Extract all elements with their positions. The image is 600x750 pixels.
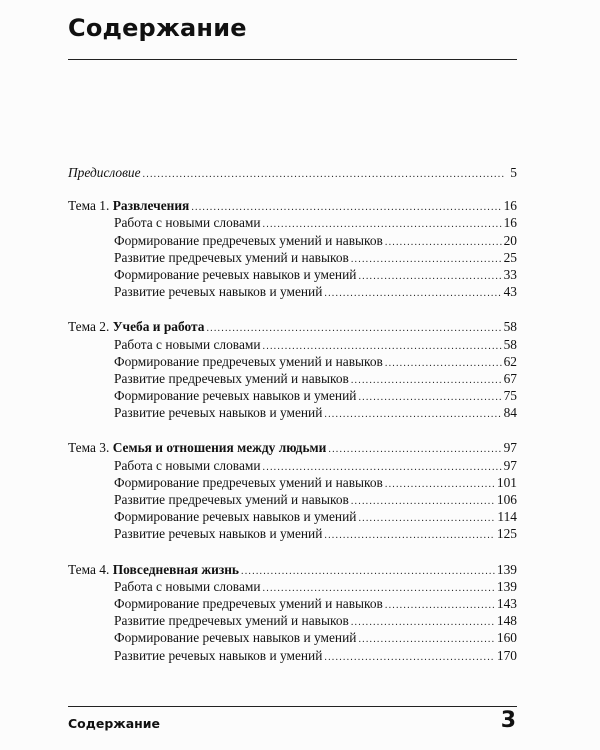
top-divider	[68, 59, 517, 60]
toc-subentry[interactable]	[68, 404, 517, 421]
toc-subentry[interactable]	[68, 629, 517, 646]
dot-leader	[328, 441, 501, 458]
toc-entry-label: Развитие речевых навыков и умений	[114, 405, 323, 421]
toc-entry-label: Формирование речевых навыков и умений	[114, 630, 357, 646]
topic-name: Развлечения	[112, 198, 190, 214]
toc-page-number: 143	[496, 595, 517, 611]
dot-leader	[358, 268, 501, 285]
dot-leader	[358, 389, 501, 406]
toc-entry-label: Развитие предречевых умений и навыков	[114, 249, 349, 265]
toc-page-number: 43	[503, 284, 517, 300]
dot-leader	[385, 234, 502, 251]
dot-leader	[324, 285, 501, 302]
toc-subentry[interactable]	[68, 283, 517, 300]
toc-page-number: 160	[496, 630, 517, 646]
dot-leader	[358, 510, 495, 527]
toc-subentry[interactable]	[68, 474, 517, 491]
toc-subentry[interactable]	[68, 595, 517, 612]
toc-subentry[interactable]	[68, 214, 517, 231]
toc-page-number: 33	[503, 266, 517, 282]
toc-subentry[interactable]	[68, 336, 517, 353]
page-number: 3	[500, 708, 516, 733]
toc-subentry[interactable]	[68, 232, 517, 249]
toc-page-number: 58	[503, 336, 517, 352]
toc-subentry[interactable]	[68, 612, 517, 629]
toc-page-number: 148	[496, 613, 517, 629]
toc-entry-label: Предисловие	[68, 165, 141, 180]
toc-subentry[interactable]	[68, 353, 517, 370]
toc-entry-label: Формирование речевых навыков и умений	[114, 388, 357, 404]
topic-prefix: Тема 2.	[68, 319, 110, 335]
toc-page-number: 139	[496, 578, 517, 594]
dot-leader	[385, 597, 495, 614]
topic-prefix: Тема 4.	[68, 561, 110, 577]
dot-leader	[351, 614, 495, 631]
toc-page-number: 125	[496, 526, 517, 542]
toc-topic-1[interactable]	[68, 197, 517, 214]
dot-leader	[358, 631, 494, 648]
dot-leader	[324, 649, 495, 666]
toc-page-number: 67	[503, 370, 517, 386]
toc-subentry[interactable]	[68, 266, 517, 283]
toc-subentry[interactable]	[68, 647, 517, 664]
dot-leader	[351, 372, 502, 389]
topic-prefix: Тема 1.	[68, 198, 110, 214]
toc-entry-label: Формирование предречевых умений и навыков	[114, 232, 383, 248]
toc-subentry[interactable]	[68, 249, 517, 266]
toc-page-number: 139	[496, 561, 517, 577]
dot-leader	[143, 166, 505, 183]
toc-entry-label: Работа с новыми словами	[114, 215, 261, 231]
toc-entry-label: Развитие предречевых умений и навыков	[114, 370, 349, 386]
toc-entry-label: Формирование предречевых умений и навыков	[114, 474, 383, 490]
dot-leader	[241, 563, 495, 580]
toc-page-number: 75	[503, 388, 517, 404]
toc-entry-label: Развитие предречевых умений и навыков	[114, 492, 349, 507]
running-footer: Содержание	[68, 716, 161, 731]
toc-topic-4[interactable]	[68, 561, 517, 578]
topic-name: Учеба и работа	[112, 319, 205, 335]
dot-leader	[385, 476, 495, 493]
toc-subentry[interactable]	[68, 491, 517, 508]
toc-entry-preface[interactable]	[68, 164, 517, 181]
dot-leader	[351, 251, 502, 268]
dot-leader	[351, 493, 495, 510]
page-title: Содержание	[68, 14, 247, 42]
toc-page-number: 5	[510, 165, 517, 180]
toc-subentry[interactable]	[68, 508, 517, 525]
toc-subentry[interactable]	[68, 387, 517, 404]
toc-page-number: 84	[503, 405, 517, 421]
toc-page-number: 62	[503, 353, 517, 369]
toc-entry-label: Формирование речевых навыков и умений	[114, 266, 357, 282]
bottom-divider	[68, 706, 517, 707]
toc-page-number: 25	[503, 249, 517, 265]
toc-subentry[interactable]	[68, 457, 517, 474]
toc-entry-label: Работа с новыми словами	[114, 336, 261, 352]
dot-leader	[324, 527, 495, 544]
toc-page-number: 170	[496, 647, 517, 663]
toc-page-number: 20	[503, 232, 517, 248]
dot-leader	[324, 406, 501, 423]
toc-entry-label: Развитие предречевых умений и навыков	[114, 613, 349, 629]
toc-page-number: 16	[503, 198, 517, 214]
toc-page-number: 106	[496, 492, 517, 507]
toc-entry-label: Развитие речевых навыков и умений	[114, 284, 323, 300]
toc-subentry[interactable]	[68, 370, 517, 387]
toc-entry-label: Формирование предречевых умений и навыков	[114, 353, 383, 369]
topic-name: Семья и отношения между людьми	[112, 440, 327, 456]
toc-subentry[interactable]	[68, 578, 517, 595]
topic-name: Повседневная жизнь	[112, 561, 240, 577]
toc-entry-label: Формирование предречевых умений и навыков	[114, 595, 383, 611]
toc-entry-label: Развитие речевых навыков и умений	[114, 647, 323, 663]
toc-topic-3[interactable]	[68, 439, 517, 456]
toc-entry-label: Развитие речевых навыков и умений	[114, 526, 323, 542]
toc-page-number: 97	[503, 457, 517, 473]
toc-topic-2[interactable]	[68, 318, 517, 335]
topic-prefix: Тема 3.	[68, 440, 110, 456]
table-of-contents	[68, 164, 517, 664]
toc-entry-label: Работа с новыми словами	[114, 578, 261, 594]
toc-page-number: 101	[496, 474, 517, 490]
toc-subentry[interactable]	[68, 525, 517, 542]
toc-page-number: 58	[503, 319, 517, 335]
toc-page-number: 114	[497, 509, 517, 525]
dot-leader	[385, 355, 502, 372]
toc-page-number: 97	[503, 440, 517, 456]
toc-entry-label: Работа с новыми словами	[114, 457, 261, 473]
toc-page-number: 16	[503, 215, 517, 231]
toc-entry-label: Формирование речевых навыков и умений	[114, 509, 357, 525]
